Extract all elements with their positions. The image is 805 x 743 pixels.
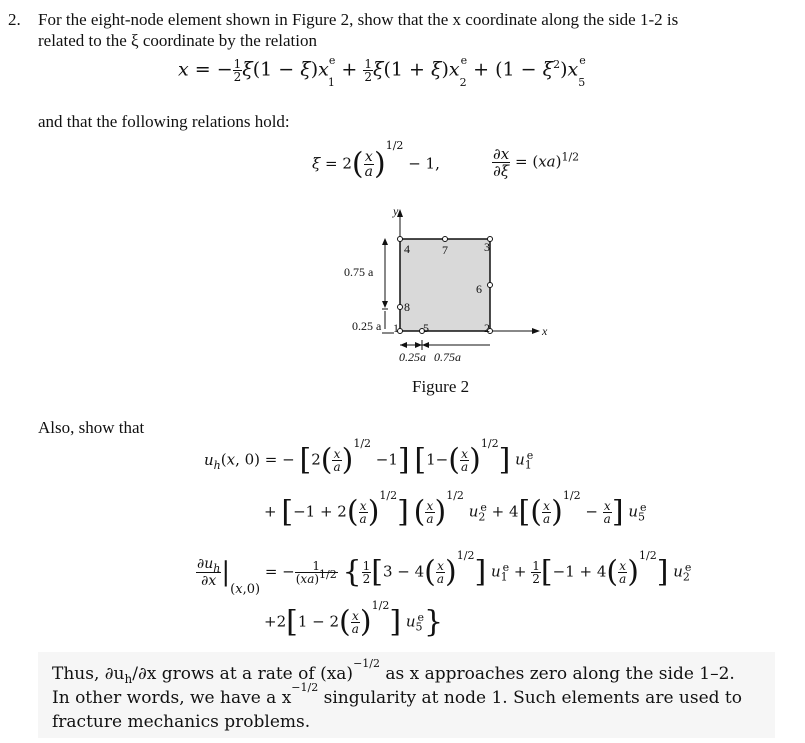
problem-number: 2. xyxy=(8,10,21,29)
conclusion-line1: Thus, $\partial u_h/\partial x$ grows at a rate of (xa)$^{-1/2}$ as x approaches zero along the side 1–2. xyxy=(52,657,735,686)
conclusion-line3: fracture mechanics problems. xyxy=(52,712,311,732)
figure-dim-bottom-025a: 0.25a xyxy=(399,350,426,364)
node-label-2: 2 xyxy=(484,321,490,335)
node-label-7: 7 xyxy=(442,243,448,257)
figure-dim-025a: 0.25 a xyxy=(352,319,382,333)
node-label-5: 5 xyxy=(423,321,429,335)
equation-duh-dx-line2: +2[1 − 2( $\frac{x}{a}$ )$^{1/2}$] $u_5^e$} xyxy=(264,598,444,640)
node-label-4: 4 xyxy=(404,242,410,256)
node-6 xyxy=(488,283,493,288)
problem-intro-line1: For the eight-node element shown in Figure 2, show that the x coordinate along the side 1-2 is xyxy=(38,10,679,29)
node-label-8: 8 xyxy=(404,300,410,314)
problem-intro-line2: related to the ξ coordinate by the relation xyxy=(38,31,317,50)
node-label-6: 6 xyxy=(476,282,482,296)
equation-uh-line2: + [−1 + 2( $\frac{x}{a}$ )$^{1/2}$] ( $\frac{x}{a}$ )$^{1/2}$ $u_2^e + 4$[( $\frac{x}{a}$ )$^{1/2}$ − $\frac{x}{a}$ ] $u_5^e$ xyxy=(264,488,647,530)
figure-caption: Figure 2 xyxy=(412,377,470,396)
conclusion-line2: In other words, we have a $x^{-1/2}$ singularity at node 1. Such elements are used to xyxy=(52,681,742,708)
relations-text: and that the following relations hold: xyxy=(38,112,290,131)
equation-x-xi: x = − $\frac{1}{2}$ $\xi(1 - \xi)x_1^e$ + $\frac{1}{2}$ $\xi(1 + \xi)x_2^e + (1 - \xi^2)x_5^e$ xyxy=(178,54,586,90)
node-8 xyxy=(398,305,403,310)
figure-x-label: x xyxy=(542,324,548,338)
node-7 xyxy=(443,237,448,242)
equation-xi-relation: ξ = 2( $\frac{x}{a}$ )$^{1/2}$ − 1, xyxy=(312,138,440,182)
node-4 xyxy=(398,237,403,242)
also-text: Also, show that xyxy=(38,418,145,437)
figure-y-label: y xyxy=(393,204,399,218)
figure-dim-bottom-075a: 0.75a xyxy=(434,350,461,364)
figure-dim-075a: 0.75 a xyxy=(344,265,374,279)
node-label-3: 3 xyxy=(484,240,490,254)
equation-uh-line1: $u_h(x$, 0) = − [2( $\frac{x}{a}$ )$^{1/2}$ −1] [1−( $\frac{x}{a}$ )$^{1/2}$] $u_1^e$ xyxy=(204,436,534,478)
node-label-1: 1 xyxy=(393,321,399,335)
equation-duh-dx: $\frac{\partial u_h}{\partial x}$ $|_{(x,0)}$ = − $\frac{1}{(xa)^{1/2}}$ { $\frac{1}{2}$ [3 − 4( $\frac{x}{a}$ )$^{1/2}$] $u_1^e$ + $\frac{1}{2}$ [−1 + 4( $\frac{x}{a}$ )$^{1/2}$] $u_2^e$ xyxy=(197,548,692,597)
equation-dx-dxi: $\frac{\partial x}{\partial\xi}$ = (xa)$^{1/2}$ xyxy=(493,145,580,180)
